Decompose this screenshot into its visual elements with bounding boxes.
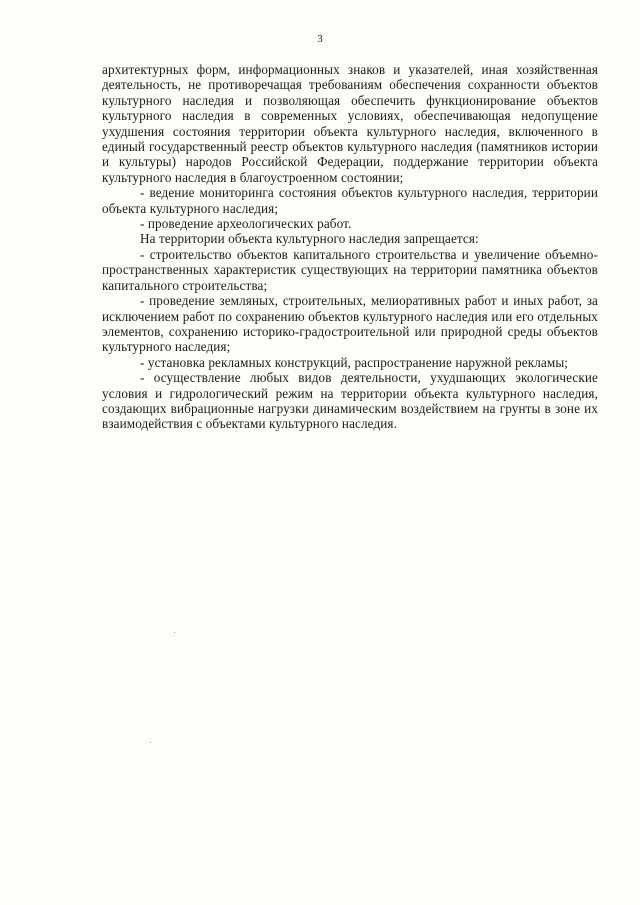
- paragraph-prohibitions-heading: На территории объекта культурного наследия запрещается:: [140, 231, 479, 247]
- page-number: 3: [317, 33, 323, 45]
- paragraph-other-activities: - осуществление любых видов деятельности, ухудшающих экологические условия и гидрологический режим на территории объекта культурного наследия, создающих вибрационные нагрузки динамическим воздействием на грунты в зоне их взаимодействия с объектами культурного наследия.: [102, 370, 598, 432]
- paragraph-permitted-activities: архитектурных форм, информационных знаков и указателей, иная хозяйственная деятельность, не противоречащая требованиям обеспечения сохранности объектов культурного наследия и позволяющая обеспечить функционирование объектов культурного наследия в современных условиях, обеспечивающая недопущение ухудшения состояния территории объекта культурного наследия, включенного в единый государственный реестр объектов культурного наследия (памятников истории и культуры) народов Российской Федерации, поддержание территории объекта культурного наследия в благоустроенном состоянии;: [102, 62, 598, 185]
- paragraph-archaeology: - проведение археологических работ.: [140, 216, 352, 232]
- paragraph-construction: - строительство объектов капитального строительства и увеличение объемно-пространственных характеристик существующих на территории памятника объектов капитального строительства;: [102, 246, 598, 293]
- scan-speck: [150, 742, 151, 743]
- paragraph-earthworks: - проведение земляных, строительных, мелиоративных работ и иных работ, за исключением работ по сохранению объектов культурного наследия или его отдельных элементов, сохранению историко-градостроительной или природной среды объектов культурного наследия;: [102, 293, 598, 355]
- paragraph-advertising: - установка рекламных конструкций, распространение наружной рекламы;: [140, 354, 569, 370]
- scan-speck: [174, 632, 175, 633]
- paragraph-monitoring: - ведение мониторинга состояния объектов культурного наследия, территории объекта культурного наследия;: [102, 185, 598, 216]
- document-body: [102, 62, 598, 432]
